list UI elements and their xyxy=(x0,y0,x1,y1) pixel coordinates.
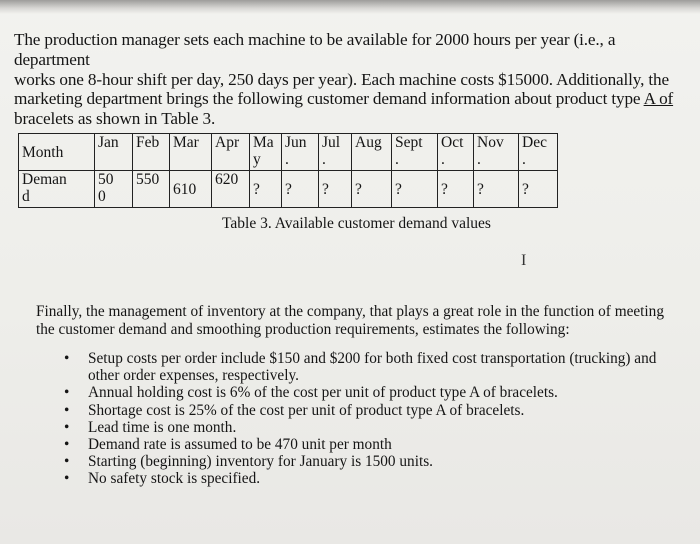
demand-cell: ? xyxy=(352,171,392,208)
demand-table xyxy=(18,133,558,208)
bullet-icon: • xyxy=(64,350,70,367)
month-cell: Apr xyxy=(212,134,250,171)
bullet-icon: • xyxy=(64,401,70,419)
month-cell: Jun . xyxy=(282,134,319,171)
month-cell: Nov . xyxy=(474,134,519,171)
list-item: • Lead time is one month. xyxy=(64,418,237,436)
inventory-paragraph: Finally, the management of inventory at the company, that plays a great role in the function of meeting the customer demand and smoothing production requirements, estimates the following: xyxy=(36,303,664,338)
intro-line-1: The production manager sets each machine to be available for 2000 hours per year (i.e., a department xyxy=(14,30,616,69)
intro-line-3: marketing department brings the following customer demand information about product type xyxy=(14,89,644,109)
list-item: • Demand rate is assumed to be 470 unit per month xyxy=(64,436,392,454)
text-cursor-icon: I xyxy=(521,252,527,269)
month-cell: Aug xyxy=(352,134,392,171)
list-item: • Annual holding cost is 6% of the cost per unit of product type A of bracelets. xyxy=(64,384,558,402)
demand-cell: 620 xyxy=(212,171,250,208)
month-row xyxy=(19,134,558,171)
demand-cell: ? xyxy=(392,171,438,208)
list-item: • Setup costs per order include $150 and $200 for both fixed cost transportation (trucking) and other order expenses, respectively. xyxy=(64,350,657,385)
bullet-icon: • xyxy=(64,418,70,436)
intro-line-4: bracelets as shown in Table 3. xyxy=(14,109,216,129)
month-cell: Dec . xyxy=(519,134,558,171)
demand-cell: ? xyxy=(474,171,519,208)
demand-cell: ? xyxy=(519,171,558,208)
month-cell: Feb xyxy=(133,134,170,171)
intro-line-2: works one 8-hour shift per day, 250 days per year). Each machine costs $15000. Additionally, the xyxy=(14,69,669,89)
month-cell: Ma y xyxy=(250,134,282,171)
list-item: • Shortage cost is 25% of the cost per unit of product type A of bracelets. xyxy=(64,401,525,419)
demand-cell: 610 xyxy=(170,171,212,208)
inventory-bullet-list xyxy=(64,350,679,488)
month-cell: Jul . xyxy=(319,134,352,171)
bullet-icon: • xyxy=(64,470,70,488)
list-item: • No safety stock is specified. xyxy=(64,470,261,488)
month-cell: Mar xyxy=(170,134,212,171)
bullet-icon: • xyxy=(64,384,70,402)
demand-cell: ? xyxy=(319,171,352,208)
demand-cell: ? xyxy=(438,171,474,208)
bullet-icon: • xyxy=(64,436,70,454)
demand-row xyxy=(19,171,558,208)
demand-cell: ? xyxy=(282,171,319,208)
month-cell: Oct . xyxy=(438,134,474,171)
intro-paragraph xyxy=(14,30,689,129)
list-item: • Starting (beginning) inventory for January is 1500 units. xyxy=(64,453,433,471)
demand-cell: 50 0 xyxy=(95,171,133,208)
month-cell: Jan xyxy=(95,134,133,171)
demand-cell: ? xyxy=(250,171,282,208)
intro-line-3-underlined: A of xyxy=(643,89,674,109)
bullet-icon: • xyxy=(64,453,70,471)
demand-cell: 550 xyxy=(133,171,170,208)
demand-header-cell: Deman d xyxy=(19,171,95,208)
page-edge-shadow xyxy=(0,0,700,14)
month-cell: Sept . xyxy=(392,134,438,171)
table-caption: Table 3. Available customer demand values xyxy=(222,215,491,232)
month-header-cell: Month xyxy=(19,134,95,171)
